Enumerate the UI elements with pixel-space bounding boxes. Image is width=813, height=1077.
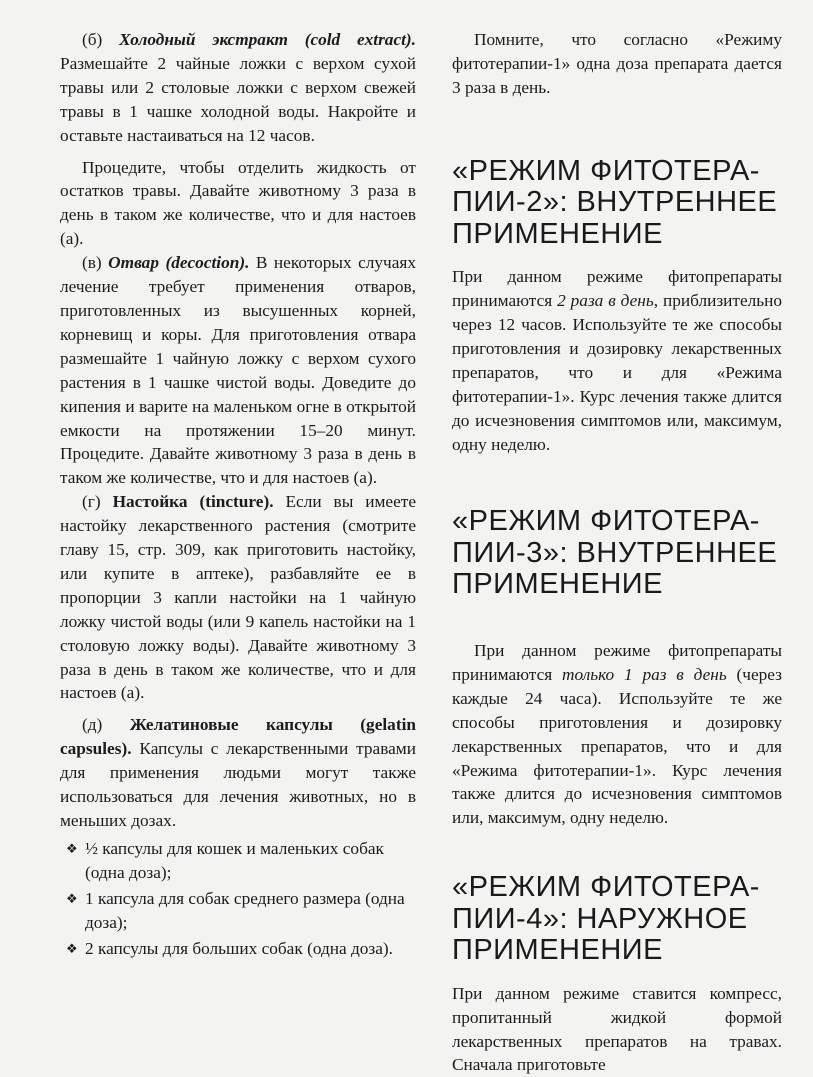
term-gelatin-capsules: Желатиновые капсулы (gelatin capsules). bbox=[60, 715, 416, 759]
tincture-text: Если вы имеете настойку лекарственного растения (смотрите главу 15, стр. 309, как приготовить настойку, или купите в аптеке), разбавляйте ее в пропорции 3 капли настойки на 1 чайную ложку чистой воды (или 9 капель настойки на 1 столовую ложку воды). Давайте животному 3 раза в день в таком же количестве, что и для настоев (а). bbox=[60, 492, 416, 703]
paragraph-capsules bbox=[60, 713, 416, 833]
cold-extract-text: Размешайте 2 чайные ложки с верхом сухой травы или 2 столовые ложки с верхом свежей травы в 1 чашке холодной воды. Накройте и оставьте настаиваться на 12 часов. bbox=[60, 53, 416, 145]
right-column bbox=[452, 28, 782, 1077]
item-label: (г) bbox=[82, 492, 101, 512]
paragraph-strain: Процедите, чтобы отделить жидкость от остатков травы. Давайте животному 3 раза в день в таком же количестве, что и для настоев (а). bbox=[60, 157, 416, 249]
list-item: ❖ ½ капсулы для кошек и маленьких собак (одна доза); bbox=[66, 838, 384, 882]
list-item: ❖ 1 капсула для собак среднего размера (одна доза); bbox=[66, 888, 405, 932]
item-label: (д) bbox=[82, 715, 103, 735]
decoction-text: В некоторых случаях лечение требует применения отваров, приготовленных из высушенных корней, корневищ и коры. Для приготовления отвара размешайте 1 чайную ложку с верхом сухого растения в 1 чашке чистой воды. Доведите до кипения и варите на маленьком огне в открытой емкости на протяжении 15–20 минут. Процедите. Давайте животному 3 раза в день в таком же количестве, что и для настоев (а). bbox=[60, 253, 416, 488]
item-label: (в) bbox=[82, 253, 102, 273]
term-tincture: Настойка (tincture). bbox=[112, 492, 274, 512]
heading-regimen-3: «РЕЖИМ ФИТОТЕРА-ПИИ-3»: ВНУТРЕННЕЕ ПРИМЕНЕНИЕ bbox=[452, 505, 778, 601]
diamond-bullet-icon: ❖ bbox=[66, 940, 78, 956]
paragraph-intro: Помните, что согласно «Режиму фитотерапии-1» одна доза препарата дается 3 раза в день. bbox=[452, 30, 782, 97]
heading-regimen-4: «РЕЖИМ ФИТОТЕРА-ПИИ-4»: НАРУЖНОЕ ПРИМЕНЕНИЕ bbox=[452, 871, 760, 967]
item-label: (б) bbox=[82, 30, 103, 49]
paragraph-cold-extract bbox=[60, 28, 416, 148]
capsules-text: Капсулы с лекарственными травами для применения людьми могут также использоваться для лечения животных, но в меньших дозах. bbox=[60, 739, 416, 830]
paragraph-decoction bbox=[60, 251, 416, 490]
heading-regimen-2: «РЕЖИМ ФИТОТЕРА-ПИИ-2»: ВНУТРЕННЕЕ ПРИМЕНЕНИЕ bbox=[452, 154, 778, 250]
term-cold-extract: Холодный экстракт (cold extract). bbox=[119, 30, 416, 49]
paragraph-regimen-3: При данном режиме фитопрепараты принимаются только 1 раз в день (через каждые 24 часа). Используйте те же способы приготовления и дозировку лекарственных препаратов, что и для «Режима фитотерапии-1». Курс лечения также длится до исчезновения симптомов или, максимум, одну неделю. bbox=[452, 640, 782, 828]
dosage-list bbox=[60, 837, 416, 961]
diamond-bullet-icon: ❖ bbox=[66, 840, 78, 856]
list-item: ❖ 2 капсулы для больших собак (одна доза). bbox=[60, 937, 416, 961]
paragraph-regimen-4: При данном режиме ставится компресс, пропитанный жидкой формой лекарственных препаратов на травах. Сначала приготовьте bbox=[452, 983, 782, 1075]
paragraph-tincture bbox=[60, 490, 416, 705]
left-column bbox=[60, 28, 416, 962]
paragraph-regimen-2: При данном режиме фитопрепараты принимаются 2 раза в день, приблизительно через 12 часов. Используйте те же способы приготовления и дозировку лекарственных препаратов, что и для «Режима фитотерапии-1». Курс лечения также длится до исчезновения симптомов или, максимум, одну неделю. bbox=[452, 267, 783, 454]
term-decoction: Отвар (decoction). bbox=[108, 253, 250, 273]
diamond-bullet-icon: ❖ bbox=[66, 890, 78, 906]
